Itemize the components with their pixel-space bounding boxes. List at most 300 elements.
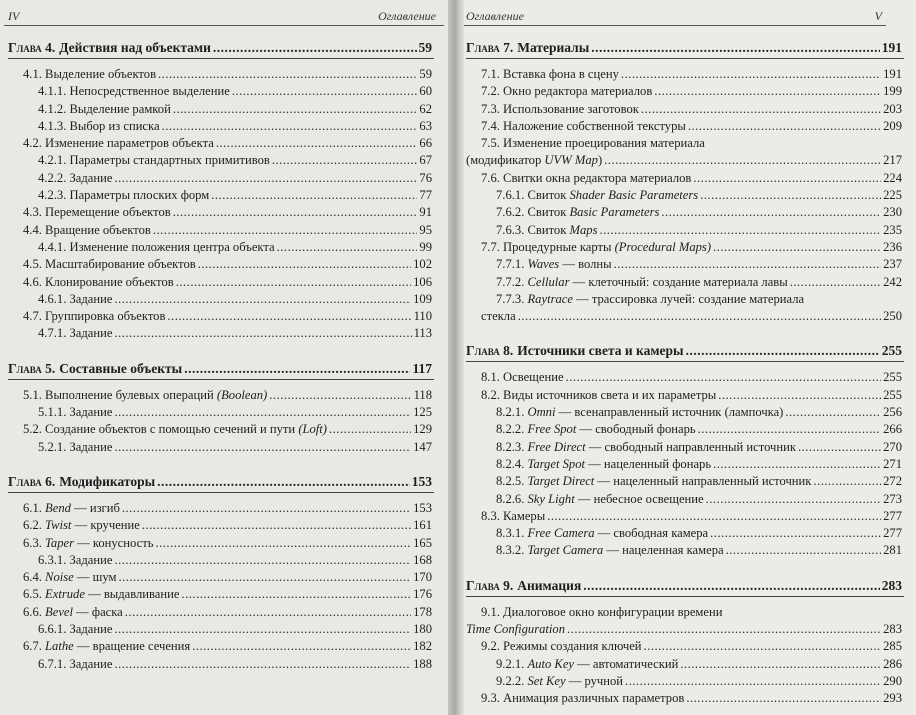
toc-entry: [466, 525, 904, 542]
chapter-heading: [466, 341, 904, 361]
entry-text: — клеточный: создание материала лавы: [569, 274, 788, 289]
entry-page: 256: [883, 405, 902, 420]
header-rule: [4, 25, 444, 26]
entry-text: 8.1. Освещение: [481, 370, 564, 385]
toc-entry: [8, 604, 434, 621]
toc-entry: [8, 552, 434, 569]
toc-entry: [466, 690, 904, 707]
entry-prefix: 6.7.: [23, 639, 46, 654]
leader-dots: [114, 656, 411, 673]
leader-dots: [184, 359, 410, 379]
toc-entry: [8, 517, 434, 534]
entry-label: [23, 135, 214, 152]
entry-page: 95: [419, 222, 432, 237]
entry-text: 4.6.1. Задание: [38, 291, 113, 306]
entry-text: — волны: [559, 257, 612, 272]
entry-label: [38, 404, 112, 421]
entry-prefix: 9.2.1.: [496, 656, 528, 671]
entry-text: — ручной: [565, 673, 624, 688]
toc-entry: [466, 239, 904, 256]
entry-label: [481, 170, 691, 187]
leader-dots: [269, 387, 411, 404]
entry-page: 236: [883, 239, 902, 254]
entry-italic: Omni: [527, 405, 556, 420]
table-of-contents: [8, 38, 434, 673]
entry-label: [38, 552, 112, 569]
entry-text: стекла: [481, 309, 516, 324]
chapter-gap: [8, 343, 434, 359]
leader-dots: [680, 656, 881, 673]
entry-page: 255: [883, 387, 902, 402]
entry-text: 4.1.1. Непосредственное выделение: [38, 84, 230, 99]
entry-label: [496, 525, 708, 542]
leader-dots: [567, 621, 881, 638]
chapter-page: 191: [881, 40, 902, 55]
leader-dots: [176, 274, 411, 291]
entry-label: [481, 101, 639, 118]
entry-page: 59: [419, 67, 432, 81]
entry-page: 153: [413, 500, 432, 515]
entry-label: [38, 325, 112, 342]
entry-prefix: 7.6.1. Свиток: [496, 188, 570, 203]
toc-entry: [8, 222, 434, 239]
leader-dots: [157, 472, 410, 492]
leader-dots: [698, 421, 881, 438]
entry-label: [481, 83, 652, 100]
leader-dots: [641, 101, 881, 118]
entry-page: 209: [883, 118, 902, 133]
entry-text: 7.2. Окно редактора материалов: [481, 84, 653, 99]
page-folio: V: [874, 9, 882, 23]
entry-text: — вращение сечения: [73, 639, 191, 654]
leader-dots: [114, 404, 411, 421]
leader-dots: [583, 576, 879, 596]
toc-entry: [466, 83, 904, 100]
entry-italic: Twist: [45, 518, 72, 533]
toc-entry: [466, 152, 904, 169]
entry-text: 8.3. Камеры: [481, 508, 546, 523]
entry-text: 4.1.3. Выбор из списка: [38, 118, 160, 133]
entry-label: [23, 204, 171, 221]
entry-page: 286: [883, 656, 902, 671]
leader-dots: [790, 274, 881, 291]
leader-dots: [785, 404, 881, 421]
entry-text: — нацеленный направленный источник: [594, 474, 812, 489]
entry-page: 270: [883, 439, 902, 454]
entry-page: 147: [413, 439, 432, 454]
page-folio: IV: [8, 9, 20, 23]
entry-label: [38, 291, 112, 308]
entry-page: 66: [419, 136, 432, 151]
entry-text: — свободный фонарь: [576, 422, 696, 437]
entry-text: 5.2. Создание объектов с помощью сечений и пути: [23, 422, 299, 437]
entry-text: 4.2.2. Задание: [38, 170, 113, 185]
entry-prefix: 6.1.: [23, 500, 46, 515]
chapter-label: Глава 5.: [8, 360, 56, 376]
entry-page: 109: [413, 291, 432, 306]
toc-entry: [8, 535, 434, 552]
leader-dots: [192, 638, 411, 655]
chapter-page: 153: [411, 473, 432, 489]
entry-page: 168: [413, 552, 432, 567]
entry-label: [496, 673, 623, 690]
leader-dots: [591, 38, 879, 58]
toc-entry: [466, 638, 904, 655]
leader-dots: [232, 83, 418, 100]
toc-entry: [466, 187, 904, 204]
entry-label: [38, 187, 209, 204]
entry-text: — нацеленная камера: [603, 543, 724, 558]
entry-italic: Maps: [569, 222, 598, 237]
entry-label: [38, 170, 112, 187]
entry-italic: UVW Map: [544, 153, 598, 168]
entry-page: 237: [883, 257, 902, 272]
entry-italic: Free Direct: [527, 439, 586, 454]
entry-page: 277: [883, 508, 902, 523]
leader-dots: [710, 525, 881, 542]
entry-prefix: (модификатор: [466, 153, 545, 168]
entry-italic: Extrude: [45, 587, 85, 602]
toc-entry: [8, 118, 434, 135]
leader-dots: [654, 83, 881, 100]
entry-text: 5.1.1. Задание: [38, 405, 113, 420]
chapter-page: 117: [412, 360, 432, 376]
entry-text: 6.7.1. Задание: [38, 656, 113, 671]
entry-prefix: 6.3.: [23, 535, 46, 550]
entry-page: 62: [419, 101, 432, 116]
entry-page: 102: [413, 257, 432, 272]
entry-prefix: 7.7.3.: [496, 291, 528, 306]
toc-entry: [8, 239, 434, 256]
entry-italic: Bevel: [45, 604, 74, 619]
chapter-gap: [466, 560, 904, 576]
entry-page: 91: [419, 205, 432, 220]
entry-italic: (Loft): [298, 422, 327, 437]
leader-dots: [713, 456, 881, 473]
entry-label: [496, 439, 796, 456]
leader-dots: [153, 222, 418, 239]
leader-dots: [162, 118, 418, 135]
entry-label: [496, 187, 698, 204]
entry-label: [496, 656, 678, 673]
entry-text: 4.1. Выделение объектов: [23, 67, 157, 81]
toc-entry: [8, 170, 434, 187]
entry-page: 182: [413, 639, 432, 654]
entry-label: [481, 239, 711, 256]
entry-italic: Sky Light: [527, 491, 575, 506]
entry-text: — шум: [73, 570, 117, 585]
leader-dots: [599, 222, 881, 239]
chapter-heading: [8, 472, 434, 492]
entry-italic: Free Camera: [527, 526, 595, 541]
running-title: Оглавление: [466, 9, 524, 23]
entry-italic: Free Spot: [527, 422, 577, 437]
toc-entry: [466, 256, 904, 273]
leader-dots: [726, 542, 882, 559]
entry-text: 5.2.1. Задание: [38, 439, 113, 454]
toc-entry: [8, 421, 434, 438]
entry-page: 283: [883, 622, 902, 637]
chapter-heading: [466, 576, 904, 596]
entry-text: — трассировка лучей: создание материала: [572, 291, 805, 306]
entry-page: 77: [419, 188, 432, 203]
entry-page: 110: [413, 309, 432, 324]
entry-label: [23, 421, 327, 438]
chapter-label: Глава 4.: [8, 40, 56, 55]
entry-label: [496, 542, 724, 559]
entry-page: 60: [419, 84, 432, 99]
chapter-page: 255: [881, 343, 902, 359]
entry-label: [23, 604, 123, 621]
chapter-label: Глава 6.: [8, 473, 56, 489]
leader-dots: [142, 517, 411, 534]
entry-page: 118: [413, 387, 432, 402]
left-page: [0, 0, 452, 715]
chapter-title: Модификаторы: [59, 473, 156, 489]
leader-dots: [173, 101, 418, 118]
leader-dots: [625, 673, 881, 690]
entry-label: [481, 508, 545, 525]
chapter-title: Составные объекты: [59, 360, 183, 376]
entry-label: [496, 473, 811, 490]
toc-entry: [466, 274, 904, 291]
toc-entry: [8, 152, 434, 169]
toc-entry: [466, 404, 904, 421]
leader-dots: [167, 308, 411, 325]
leader-dots: [198, 256, 411, 273]
leader-dots: [644, 638, 882, 655]
entry-text: — кручение: [71, 518, 140, 533]
toc-entry: [8, 308, 434, 325]
entry-text: — нацеленный фонарь: [585, 456, 712, 471]
entry-text: 4.3. Перемещение объектов: [23, 205, 171, 220]
chapter-gap: [466, 362, 904, 369]
entry-text: 4.7. Группировка объектов: [23, 309, 166, 324]
entry-text: — фаска: [73, 604, 123, 619]
leader-dots: [798, 439, 881, 456]
entry-prefix: 8.2.4.: [496, 456, 528, 471]
toc-entry: [466, 204, 904, 221]
entry-text: 4.5. Масштабирование объектов: [23, 257, 196, 272]
entry-italic: Noise: [45, 570, 74, 585]
leader-dots: [686, 690, 881, 707]
entry-prefix: 7.7.2.: [496, 274, 528, 289]
entry-text: — небесное освещение: [574, 491, 704, 506]
entry-label: [481, 369, 564, 386]
entry-page: 203: [883, 101, 902, 116]
entry-text: 4.6. Клонирование объектов: [23, 274, 174, 289]
chapter-label: Глава 9.: [466, 577, 514, 593]
entry-label: [496, 456, 711, 473]
entry-label: [496, 404, 783, 421]
entry-label: [38, 239, 275, 256]
running-title: Оглавление: [378, 9, 436, 23]
entry-italic: (Procedural Maps): [614, 239, 712, 254]
entry-text: 7.3. Использование заготовок: [481, 101, 639, 116]
entry-prefix: 8.3.2.: [496, 543, 528, 558]
entry-text: — изгиб: [70, 500, 120, 515]
entry-text: 6.3.1. Задание: [38, 552, 113, 567]
entry-label: [23, 274, 174, 291]
entry-italic: Shader Basic Parameters: [569, 188, 699, 203]
entry-page: 170: [413, 570, 432, 585]
entry-text: 4.2.3. Параметры плоских форм: [38, 188, 210, 203]
toc-entry: [8, 586, 434, 603]
leader-dots: [114, 170, 417, 187]
entry-page: 217: [883, 153, 902, 168]
leader-dots: [114, 552, 411, 569]
leader-dots: [118, 569, 411, 586]
toc-entry: [8, 83, 434, 100]
entry-text: 9.3. Анимация различных параметров: [481, 691, 685, 706]
entry-text: — автоматический: [574, 656, 679, 671]
entry-first-line: 9.1. Диалоговое окно конфигурации времени: [481, 604, 723, 619]
entry-italic: Time Configuration: [466, 622, 566, 637]
chapter-gap: [466, 597, 904, 604]
entry-label: [496, 421, 696, 438]
entry-label: [38, 152, 270, 169]
leader-dots: [114, 291, 411, 308]
chapter-title: Анимация: [517, 577, 582, 593]
book-gutter: [448, 0, 464, 715]
leader-dots: [693, 170, 881, 187]
entry-label: [496, 222, 597, 239]
entry-italic: Target Camera: [527, 543, 604, 558]
leader-dots: [155, 535, 411, 552]
toc-entry: [466, 101, 904, 118]
toc-entry: [466, 491, 904, 508]
chapter-label: Глава 8.: [466, 343, 514, 359]
toc-entry: [466, 673, 904, 690]
entry-first-line: 7.5. Изменение проецирования материала: [481, 136, 705, 151]
entry-page: 242: [883, 274, 902, 289]
entry-label: [38, 439, 112, 456]
entry-label: [23, 638, 190, 655]
entry-page: 125: [413, 405, 432, 420]
entry-text: 4.2.1. Параметры стандартных примитивов: [38, 153, 270, 168]
leader-dots: [211, 187, 417, 204]
toc-entry: [466, 621, 904, 638]
leader-dots: [661, 204, 881, 221]
toc-entry: [8, 500, 434, 517]
entry-prefix: 8.2.6.: [496, 491, 528, 506]
entry-page: 235: [883, 222, 902, 237]
entry-page: 290: [883, 673, 902, 688]
entry-page: 191: [883, 67, 902, 81]
entry-label: [23, 256, 196, 273]
leader-dots: [272, 152, 418, 169]
entry-text: 4.7.1. Задание: [38, 326, 113, 341]
entry-label: [23, 535, 153, 552]
entry-label: [23, 517, 140, 534]
entry-page: 273: [883, 491, 902, 506]
toc-entry: [8, 638, 434, 655]
entry-label: [481, 308, 516, 325]
entry-label: [481, 118, 686, 135]
toc-entry: [466, 421, 904, 438]
leader-dots: [114, 621, 411, 638]
entry-page: 199: [883, 84, 902, 99]
entry-prefix: 8.2.3.: [496, 439, 528, 454]
leader-dots: [114, 439, 411, 456]
entry-prefix: 7.6.2. Свиток: [496, 205, 570, 220]
chapter-heading: [8, 38, 434, 58]
toc-entry: [8, 325, 434, 342]
toc-entry: [8, 256, 434, 273]
entry-page: 272: [883, 474, 902, 489]
entry-text: 4.1.2. Выделение рамкой: [38, 101, 171, 116]
toc-entry: [466, 508, 904, 525]
entry-italic: (Boolean): [216, 387, 268, 402]
entry-text: — всенаправленный источник (лампочка): [555, 405, 784, 420]
toc-entry: [8, 404, 434, 421]
toc-entry: [466, 387, 904, 404]
entry-page: 99: [419, 239, 432, 254]
chapter-page: 283: [881, 577, 902, 593]
entry-label: [481, 690, 684, 707]
leader-dots: [114, 325, 411, 342]
chapter-title: Действия над объектами: [59, 40, 211, 55]
chapter-title: Источники света и камеры: [517, 343, 684, 359]
leader-dots: [277, 239, 418, 256]
entry-label: [481, 638, 642, 655]
entry-text: 4.2. Изменение параметров объекта: [23, 136, 214, 151]
entry-text: 4.4.1. Изменение положения центра объекта: [38, 239, 275, 254]
entry-prefix: 7.7. Процедурные карты: [481, 239, 615, 254]
chapter-gap: [8, 380, 434, 387]
entry-page: 129: [413, 422, 432, 437]
entry-italic: Target Direct: [527, 474, 595, 489]
leader-dots: [718, 387, 881, 404]
table-of-contents: [466, 38, 904, 708]
entry-page: 281: [883, 543, 902, 558]
leader-dots: [604, 152, 881, 169]
entry-page: 106: [413, 274, 432, 289]
entry-italic: Cellular: [527, 274, 570, 289]
leader-dots: [547, 508, 881, 525]
entry-page: 277: [883, 526, 902, 541]
entry-prefix: 8.2.1.: [496, 405, 528, 420]
entry-text: — свободный направленный источник: [585, 439, 796, 454]
entry-page: 165: [413, 535, 432, 550]
entry-label: [23, 308, 165, 325]
entry-text: ): [597, 153, 603, 168]
entry-page: 113: [413, 326, 432, 341]
leader-dots: [688, 118, 881, 135]
leader-dots: [122, 500, 411, 517]
toc-entry: [8, 387, 434, 404]
entry-prefix: 6.5.: [23, 587, 46, 602]
chapter-label: Глава 7.: [466, 40, 514, 55]
entry-page: 76: [419, 170, 432, 185]
toc-entry: [466, 369, 904, 386]
leader-dots: [614, 256, 882, 273]
entry-label: [38, 83, 230, 100]
entry-label: [496, 204, 659, 221]
entry-label: [481, 66, 619, 83]
entry-page: 224: [883, 170, 902, 185]
entry-first-line: [466, 291, 904, 308]
entry-page: 266: [883, 422, 902, 437]
chapter-gap: [8, 59, 434, 66]
entry-text: 7.6. Свитки окна редактора материалов: [481, 170, 692, 185]
toc-entry: [466, 66, 904, 83]
toc-entry: [466, 456, 904, 473]
header-rule: [462, 25, 886, 26]
entry-text: 4.4. Вращение объектов: [23, 222, 151, 237]
entry-text: — свободная камера: [594, 526, 709, 541]
entry-italic: Taper: [45, 535, 74, 550]
